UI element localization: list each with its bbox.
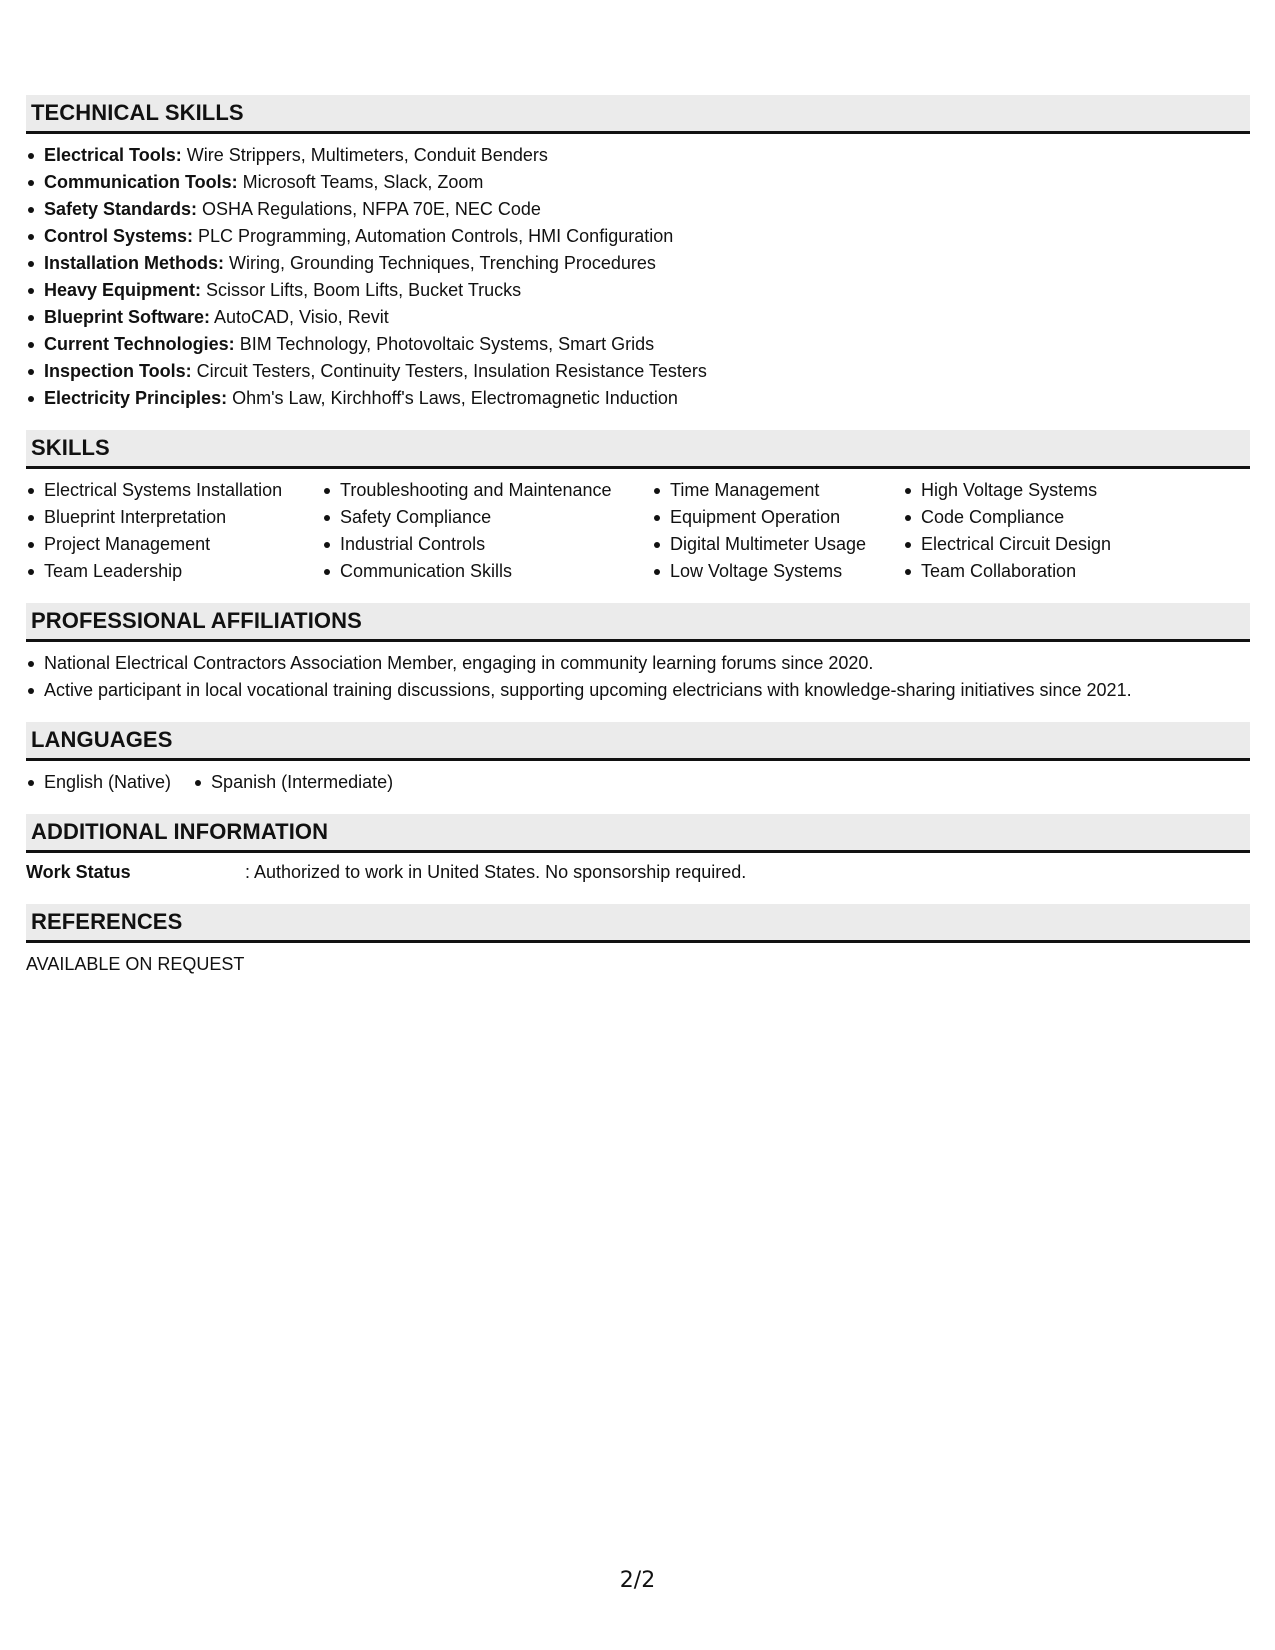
references-section [26,904,1250,978]
section-title: LANGUAGES [31,727,173,752]
skill-values: AutoCAD, Visio, Revit [210,307,389,327]
section-header [26,603,1250,642]
resume-page [26,95,1250,996]
skill-category: Current Technologies: [44,334,235,354]
section-title: PROFESSIONAL AFFILIATIONS [31,608,362,633]
skills-column [322,477,652,585]
list-item: Spanish (Intermediate) [193,769,393,796]
list-item [26,142,1250,169]
section-header [26,95,1250,134]
list-item [26,331,1250,358]
section-header [26,904,1250,943]
list-item: Blueprint Interpretation [26,504,322,531]
list-item: Team Collaboration [903,558,1203,585]
section-header [26,430,1250,469]
skill-category: Electricity Principles: [44,388,228,408]
skill-category: Safety Standards: [44,199,198,219]
section-title: SKILLS [31,435,110,460]
skills-section [26,430,1250,585]
skill-category: Inspection Tools: [44,361,192,381]
skill-category: Electrical Tools: [44,145,182,165]
list-item: Safety Compliance [322,504,652,531]
skill-values: Wiring, Grounding Techniques, Trenching Procedures [224,253,656,273]
skill-category: Installation Methods: [44,253,224,273]
section-header [26,722,1250,761]
work-status-label: Work Status [26,862,131,882]
page-number: 2/2 [619,1568,656,1593]
list-item: English (Native) [26,769,171,796]
list-item [26,277,1250,304]
section-header [26,814,1250,853]
list-item: Code Compliance [903,504,1203,531]
skill-values: Microsoft Teams, Slack, Zoom [237,172,484,192]
languages-list [26,769,1250,796]
list-item [26,250,1250,277]
list-item: National Electrical Contractors Association Member, engaging in community learning forums since 2020. [26,650,1250,677]
languages-section [26,722,1250,796]
list-item [26,169,1250,196]
list-item: High Voltage Systems [903,477,1203,504]
list-item: Electrical Circuit Design [903,531,1203,558]
skill-values: Ohm's Law, Kirchhoff's Laws, Electromagnetic Induction [227,388,678,408]
skills-column [903,477,1203,585]
list-item: Active participant in local vocational training discussions, supporting upcoming electricians with knowledge-sharing initiatives since 2021. [26,677,1250,704]
skills-column [26,477,322,585]
affiliations-section [26,603,1250,704]
list-item: Time Management [652,477,903,504]
skill-values: Scissor Lifts, Boom Lifts, Bucket Trucks [201,280,522,300]
list-item: Communication Skills [322,558,652,585]
work-status-row [26,859,1250,886]
skill-category: Blueprint Software: [44,307,211,327]
skill-values: Wire Strippers, Multimeters, Conduit Benders [181,145,548,165]
list-item [26,358,1250,385]
list-item [26,385,1250,412]
list-item: Digital Multimeter Usage [652,531,903,558]
list-item: Industrial Controls [322,531,652,558]
list-item: Troubleshooting and Maintenance [322,477,652,504]
list-item: Equipment Operation [652,504,903,531]
work-status-value: : Authorized to work in United States. No sponsorship required. [245,862,747,882]
skill-category: Heavy Equipment: [44,280,202,300]
additional-info-section [26,814,1250,886]
skill-category: Communication Tools: [44,172,238,192]
list-item: Team Leadership [26,558,322,585]
skill-values: BIM Technology, Photovoltaic Systems, Smart Grids [234,334,655,354]
list-item [26,223,1250,250]
skill-values: Circuit Testers, Continuity Testers, Insulation Resistance Testers [191,361,707,381]
list-item [26,304,1250,331]
section-title: ADDITIONAL INFORMATION [31,819,329,844]
list-item: Project Management [26,531,322,558]
list-item: Electrical Systems Installation [26,477,322,504]
references-text: AVAILABLE ON REQUEST [26,954,245,974]
skills-column [652,477,903,585]
technical-skills-section [26,95,1250,412]
skill-category: Control Systems: [44,226,194,246]
skills-grid [26,477,1250,585]
skill-values: OSHA Regulations, NFPA 70E, NEC Code [197,199,541,219]
section-title: REFERENCES [31,909,183,934]
section-title: TECHNICAL SKILLS [31,100,244,125]
affiliations-list [26,650,1250,704]
list-item [26,196,1250,223]
skill-values: PLC Programming, Automation Controls, HMI Configuration [193,226,674,246]
technical-skills-list [26,142,1250,412]
list-item: Low Voltage Systems [652,558,903,585]
